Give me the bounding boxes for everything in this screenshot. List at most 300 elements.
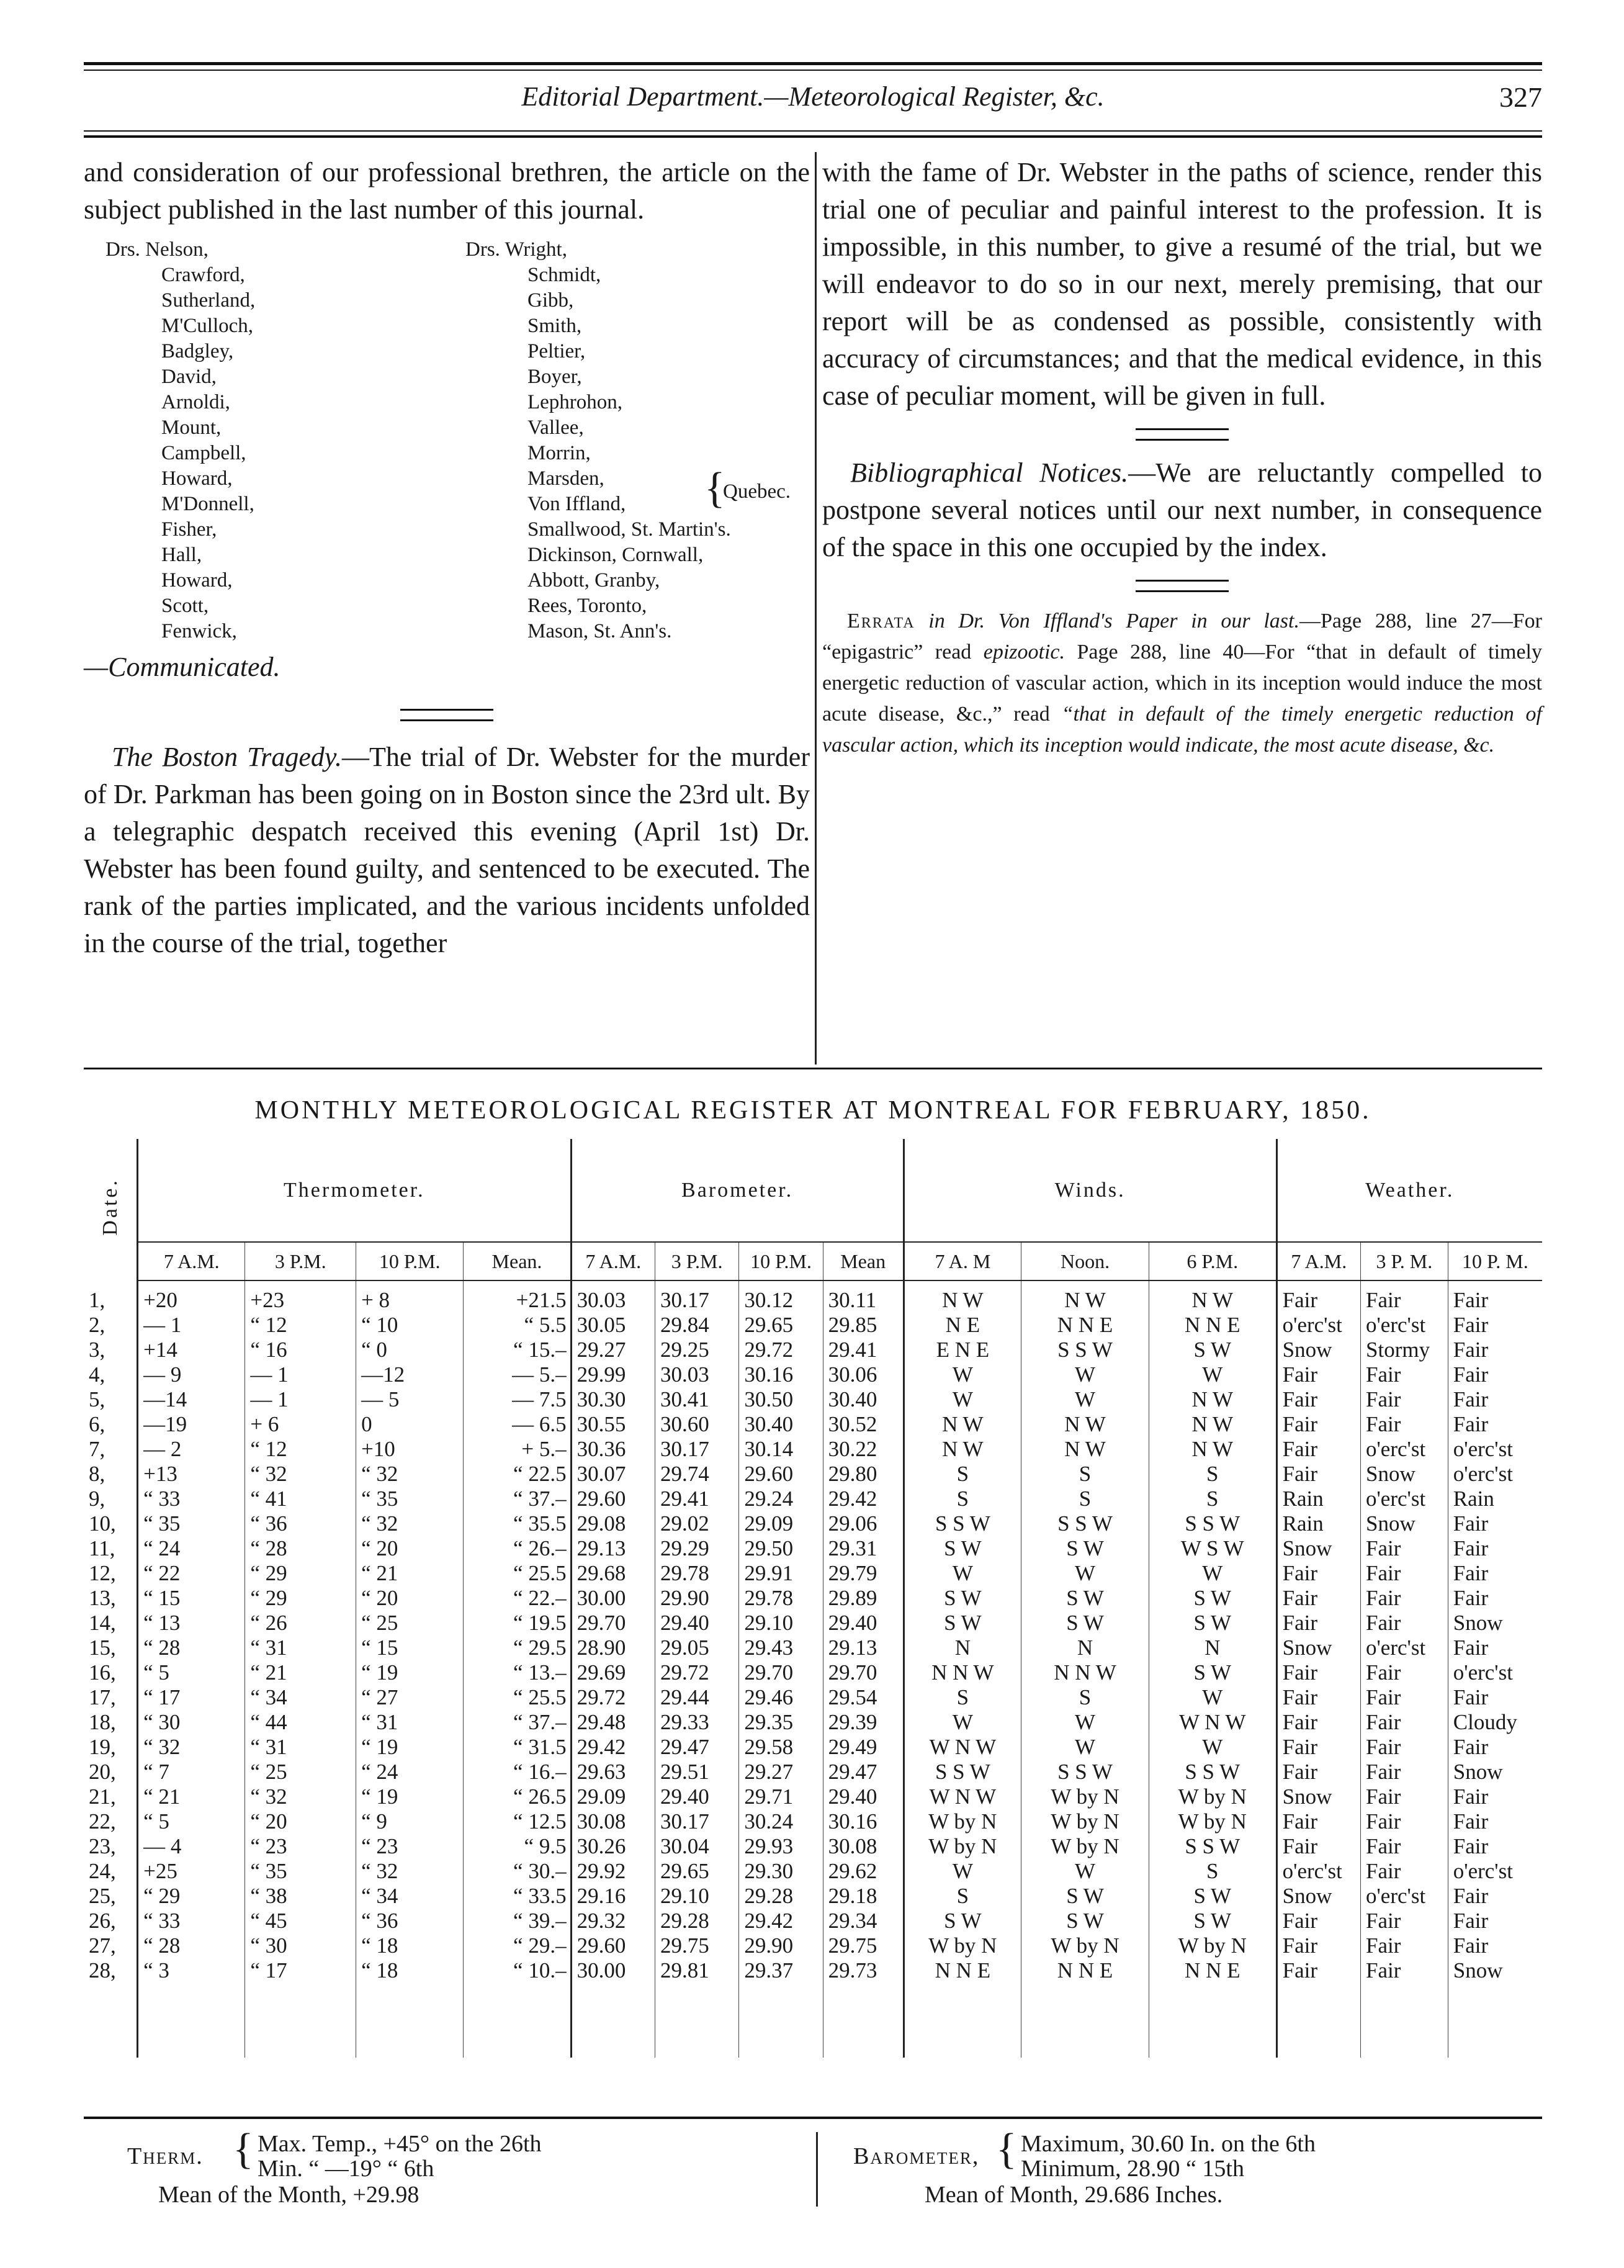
baro-7am-cell: 29.92 <box>571 1859 655 1884</box>
weather-3pm-cell: Snow <box>1361 1511 1448 1536</box>
baro-7am-cell: 29.09 <box>571 1784 655 1809</box>
wind-noon-cell: N N W <box>1021 1660 1149 1685</box>
page-number: 327 <box>1499 81 1542 113</box>
baro-label: Barometer, <box>853 2143 980 2169</box>
date-cell: 15, <box>89 1636 116 1660</box>
errata-label: Errata <box>847 610 915 632</box>
thermo-10pm-cell: “ 18 <box>356 1933 464 1958</box>
weather-7am-cell: Fair <box>1276 1909 1360 1933</box>
signatory: Mount, <box>161 416 222 439</box>
running-head <box>84 81 1542 124</box>
thermo-7am-cell: — 4 <box>138 1834 245 1859</box>
date-cell: 16, <box>89 1660 116 1685</box>
wind-noon-cell: W by N <box>1021 1784 1149 1809</box>
wind-7am-cell: S <box>904 1487 1021 1511</box>
wind-noon-cell: W by N <box>1021 1809 1149 1834</box>
thermo-10pm-cell: “ 25 <box>356 1611 464 1636</box>
table-row <box>84 1536 1542 1561</box>
weather-7am-cell: Fair <box>1276 1586 1360 1611</box>
thermo-mean-cell: “ 30.– <box>464 1859 571 1884</box>
wind-7am-cell: W by N <box>904 1809 1021 1834</box>
wind-noon-cell: W <box>1021 1859 1149 1884</box>
thermo-3pm-cell: “ 20 <box>245 1809 356 1834</box>
register-body <box>84 1280 1542 2058</box>
section-divider <box>1136 428 1229 441</box>
baro-10pm-cell: 29.65 <box>739 1313 823 1338</box>
baro-mean-cell: 29.49 <box>823 1735 904 1760</box>
table-row <box>84 1338 1542 1362</box>
baro-mean-cell: 29.54 <box>823 1685 904 1710</box>
wind-6pm-cell: N <box>1149 1636 1276 1660</box>
date-cell: 19, <box>89 1735 116 1759</box>
weather-10pm-cell: Fair <box>1448 1933 1542 1958</box>
weather-10pm-cell: Fair <box>1448 1909 1542 1933</box>
thermo-3pm-cell: — 1 <box>245 1387 356 1412</box>
thermo-3pm-cell: “ 44 <box>245 1710 356 1735</box>
intro-paragraph: and consideration of our professional brethren, the article on the subject published in the last number of this journal. <box>84 157 810 225</box>
weather-10pm-cell: Fair <box>1448 1884 1542 1909</box>
signatory: Drs. Wright, <box>465 238 567 261</box>
baro-3pm-cell: 29.81 <box>655 1958 738 1983</box>
wind-noon-cell: W <box>1021 1362 1149 1387</box>
thermo-3pm-cell: “ 32 <box>245 1462 356 1487</box>
thermo-3pm-cell: “ 16 <box>245 1338 356 1362</box>
baro-3pm-cell: 29.84 <box>655 1313 738 1338</box>
baro-10pm-cell: 29.43 <box>739 1636 823 1660</box>
date-cell: 12, <box>89 1561 116 1585</box>
baro-mean-cell: 29.06 <box>823 1511 904 1536</box>
signatory: Arnoldi, <box>161 391 230 413</box>
thermo-7am-cell: “ 33 <box>138 1487 245 1511</box>
signatory: M'Donnell, <box>161 493 254 515</box>
signatories <box>84 237 810 706</box>
baro-mean-cell: 29.70 <box>823 1660 904 1685</box>
weather-7am-cell: Fair <box>1276 1561 1360 1586</box>
date-cell: 7, <box>89 1437 105 1461</box>
wind-noon-cell: N W <box>1021 1437 1149 1462</box>
weather-10pm-cell: o'erc'st <box>1448 1462 1542 1487</box>
thermo-7am-cell: —14 <box>138 1387 245 1412</box>
table-row <box>84 1834 1542 1859</box>
weather-3pm-cell: Fair <box>1361 1611 1448 1636</box>
thermo-3pm-cell: — 1 <box>245 1362 356 1387</box>
winds-6pm-header: 6 P.M. <box>1149 1242 1276 1280</box>
signatory: Schmidt, <box>527 264 601 286</box>
weather-3pm-cell: Fair <box>1361 1685 1448 1710</box>
thermo-mean-cell: “ 35.5 <box>464 1511 571 1536</box>
thermo-10pm-cell: “ 23 <box>356 1834 464 1859</box>
thermo-mean-cell: “ 29.5 <box>464 1636 571 1660</box>
spacer-cell <box>1361 1983 1448 2058</box>
thermo-mean-cell: +21.5 <box>464 1280 571 1313</box>
weather-10pm-cell: Fair <box>1448 1362 1542 1387</box>
thermo-mean-cell: “ 12.5 <box>464 1809 571 1834</box>
baro-7am-cell: 30.08 <box>571 1809 655 1834</box>
signatory: Scott, <box>161 595 209 617</box>
thermo-10pm-cell: “ 36 <box>356 1909 464 1933</box>
weather-10pm-cell: Fair <box>1448 1809 1542 1834</box>
thermo-3pm-cell: “ 31 <box>245 1636 356 1660</box>
wind-6pm-cell: N W <box>1149 1280 1276 1313</box>
signatory: Gibb, <box>527 289 574 312</box>
thermo-7am-cell: “ 5 <box>138 1809 245 1834</box>
baro-7am-cell: 29.69 <box>571 1660 655 1685</box>
thermo-mean-cell: “ 31.5 <box>464 1735 571 1760</box>
weather-10pm-cell: o'erc'st <box>1448 1437 1542 1462</box>
wind-noon-cell: S S W <box>1021 1511 1149 1536</box>
baro-10pm-cell: 29.78 <box>739 1586 823 1611</box>
weather-3pm-cell: Fair <box>1361 1387 1448 1412</box>
baro-3pm-cell: 29.33 <box>655 1710 738 1735</box>
table-row <box>84 1859 1542 1884</box>
thermo-3pm-cell: “ 23 <box>245 1834 356 1859</box>
date-cell: 13, <box>89 1586 116 1610</box>
weather-7am-cell: Fair <box>1276 1685 1360 1710</box>
table-row <box>84 1511 1542 1536</box>
baro-mean-cell: 29.34 <box>823 1909 904 1933</box>
table-row <box>84 1884 1542 1909</box>
thermo-mean-cell: “ 37.– <box>464 1710 571 1735</box>
table-row <box>84 1636 1542 1660</box>
weather-10pm-cell: Rain <box>1448 1487 1542 1511</box>
therm-min: Min. “ —19° “ 6th <box>258 2156 434 2182</box>
signatory: Lephrohon, <box>527 391 623 413</box>
date-cell: 3, <box>89 1338 105 1362</box>
thermo-3pm-cell: “ 36 <box>245 1511 356 1536</box>
table-row <box>84 1437 1542 1462</box>
baro-10pm-cell: 29.60 <box>739 1462 823 1487</box>
baro-10pm-cell: 29.37 <box>739 1958 823 1983</box>
wind-6pm-cell: N N E <box>1149 1313 1276 1338</box>
wind-6pm-cell: W by N <box>1149 1809 1276 1834</box>
signatory: Howard, <box>161 569 233 592</box>
weather-3pm-cell: o'erc'st <box>1361 1313 1448 1338</box>
baro-brace: { <box>996 2125 1017 2173</box>
baro-mean-cell: 30.11 <box>823 1280 904 1313</box>
baro-mean-cell: 30.08 <box>823 1834 904 1859</box>
baro-7am-cell: 30.05 <box>571 1313 655 1338</box>
weather-7am-cell: Fair <box>1276 1437 1360 1462</box>
baro-3pm-cell: 29.10 <box>655 1884 738 1909</box>
thermo-7am-cell: “ 7 <box>138 1760 245 1784</box>
summary-divider <box>816 2132 818 2207</box>
date-cell: 20, <box>89 1760 116 1784</box>
baro-mean-cell: 29.13 <box>823 1636 904 1660</box>
thermo-7am-cell: “ 29 <box>138 1884 245 1909</box>
weather-3pm-cell: Fair <box>1361 1834 1448 1859</box>
thermo-3pm-cell: “ 28 <box>245 1536 356 1561</box>
baro-mean-cell: 29.47 <box>823 1760 904 1784</box>
baro-3pm-cell: 30.60 <box>655 1412 738 1437</box>
wind-6pm-cell: N W <box>1149 1437 1276 1462</box>
wind-7am-cell: N N W <box>904 1660 1021 1685</box>
thermo-10pm-cell: —12 <box>356 1362 464 1387</box>
baro-3pm-cell: 29.25 <box>655 1338 738 1362</box>
baro-mean-cell: 29.40 <box>823 1611 904 1636</box>
baro-3pm-cell: 29.44 <box>655 1685 738 1710</box>
weather-10pm-cell: Fair <box>1448 1338 1542 1362</box>
wind-6pm-cell: N W <box>1149 1412 1276 1437</box>
baro-7am-cell: 30.36 <box>571 1437 655 1462</box>
table-row <box>84 1660 1542 1685</box>
date-cell: 14, <box>89 1611 116 1635</box>
baro-mean-cell: 29.75 <box>823 1933 904 1958</box>
baro-mean-cell: 30.52 <box>823 1412 904 1437</box>
wind-noon-cell: S W <box>1021 1909 1149 1933</box>
register-top-rule <box>84 1068 1542 1069</box>
wind-6pm-cell: S W <box>1149 1611 1276 1636</box>
date-cell: 21, <box>89 1784 116 1809</box>
date-cell: 11, <box>89 1536 115 1560</box>
wind-7am-cell: N W <box>904 1437 1021 1462</box>
wind-7am-cell: E N E <box>904 1338 1021 1362</box>
weather-7am-cell: Snow <box>1276 1784 1360 1809</box>
baro-7am-cell: 29.60 <box>571 1487 655 1511</box>
baro-7am-cell: 29.32 <box>571 1909 655 1933</box>
wind-7am-cell: S <box>904 1685 1021 1710</box>
baro-7am-cell: 29.48 <box>571 1710 655 1735</box>
quebec-label: Quebec. <box>723 480 791 503</box>
weather-3pm-cell: Stormy <box>1361 1338 1448 1362</box>
wind-noon-cell: N N E <box>1021 1958 1149 1983</box>
thermo-3pm-cell: “ 32 <box>245 1784 356 1809</box>
table-row <box>84 1958 1542 1983</box>
baro-7am-cell: 29.70 <box>571 1611 655 1636</box>
winds-noon-header: Noon. <box>1021 1242 1149 1280</box>
baro-7am-cell: 29.63 <box>571 1760 655 1784</box>
baro-10pm-cell: 30.16 <box>739 1362 823 1387</box>
table-row <box>84 1685 1542 1710</box>
thermo-mean-cell: “ 5.5 <box>464 1313 571 1338</box>
weather-3pm-cell: o'erc'st <box>1361 1884 1448 1909</box>
wind-6pm-cell: W by N <box>1149 1933 1276 1958</box>
thermo-7am-cell: “ 35 <box>138 1511 245 1536</box>
baro-3pm-cell: 29.72 <box>655 1660 738 1685</box>
weather-10pm-cell: Fair <box>1448 1735 1542 1760</box>
wind-noon-cell: N W <box>1021 1280 1149 1313</box>
wind-6pm-cell: N W <box>1149 1387 1276 1412</box>
thermo-3pm-cell: “ 31 <box>245 1735 356 1760</box>
therm-mean: Mean of the Month, +29.98 <box>158 2182 419 2208</box>
signatory: Fenwick, <box>161 620 237 642</box>
weather-3pm-cell: o'erc'st <box>1361 1487 1448 1511</box>
weather-7am-cell: o'erc'st <box>1276 1859 1360 1884</box>
thermo-3pm-header: 3 P.M. <box>245 1242 356 1280</box>
thermo-mean-cell: “ 26.– <box>464 1536 571 1561</box>
baro-10pm-cell: 29.72 <box>739 1338 823 1362</box>
weather-10pm-cell: Fair <box>1448 1834 1542 1859</box>
wind-noon-cell: S S W <box>1021 1760 1149 1784</box>
table-row <box>84 1710 1542 1735</box>
signatory: Hall, <box>161 544 202 566</box>
date-cell: 22, <box>89 1809 116 1834</box>
running-title: Editorial Department.—Meteorological Register, &c. <box>521 81 1105 112</box>
wind-7am-cell: W by N <box>904 1933 1021 1958</box>
baro-7am-cell: 30.00 <box>571 1586 655 1611</box>
signatory: Dickinson, Cornwall, <box>527 544 704 566</box>
wind-7am-cell: S W <box>904 1611 1021 1636</box>
wind-6pm-cell: W N W <box>1149 1710 1276 1735</box>
boston-text: —The trial of Dr. Webster for the murder of Dr. Parkman has been going on in Boston since the 23rd ult. By a telegraphic despatch received this evening (April 1st) Dr. Webster has been found guilty, and sentenced to be executed. The rank of the parties implicated, and the various incidents unfolded in the course of the trial, together <box>84 742 810 958</box>
weather-10pm-cell: o'erc'st <box>1448 1660 1542 1685</box>
thermo-3pm-cell: “ 17 <box>245 1958 356 1983</box>
wind-6pm-cell: W <box>1149 1735 1276 1760</box>
thermo-10pm-cell: “ 20 <box>356 1536 464 1561</box>
table-row <box>84 1280 1542 1313</box>
thermo-7am-cell: — 1 <box>138 1313 245 1338</box>
baro-mean-cell: 30.40 <box>823 1387 904 1412</box>
baro-10pm-cell: 30.24 <box>739 1809 823 1834</box>
weather-7am-cell: Fair <box>1276 1735 1360 1760</box>
signatory: Abbott, Granby, <box>527 569 660 592</box>
baro-3pm-cell: 29.29 <box>655 1536 738 1561</box>
table-row <box>84 1909 1542 1933</box>
baro-10pm-cell: 30.40 <box>739 1412 823 1437</box>
baro-mean-cell: 29.73 <box>823 1958 904 1983</box>
thermo-7am-cell: — 2 <box>138 1437 245 1462</box>
thermo-10pm-cell: “ 20 <box>356 1586 464 1611</box>
baro-mean-cell: 29.79 <box>823 1561 904 1586</box>
signatory: Rees, Toronto, <box>527 595 647 617</box>
wind-6pm-cell: W <box>1149 1362 1276 1387</box>
spacer-cell <box>571 1983 655 2058</box>
wind-noon-cell: S <box>1021 1462 1149 1487</box>
winds-7am-header: 7 A. M <box>904 1242 1021 1280</box>
baro-7am-cell: 30.00 <box>571 1958 655 1983</box>
thermometer-header: Thermometer. <box>138 1139 571 1242</box>
header-rule <box>84 130 1542 132</box>
baro-3pm-cell: 29.78 <box>655 1561 738 1586</box>
wind-7am-cell: W N W <box>904 1735 1021 1760</box>
thermo-7am-cell: “ 15 <box>138 1586 245 1611</box>
weather-7am-cell: Rain <box>1276 1511 1360 1536</box>
signatory: Morrin, <box>527 442 591 464</box>
wind-6pm-cell: S <box>1149 1859 1276 1884</box>
errata-ref: in Dr. Von Iffland's Paper in our last. <box>928 610 1299 632</box>
thermo-10pm-cell: — 5 <box>356 1387 464 1412</box>
weather-10pm-cell: Snow <box>1448 1958 1542 1983</box>
wind-6pm-cell: N N E <box>1149 1958 1276 1983</box>
weather-7am-cell: Fair <box>1276 1280 1360 1313</box>
wind-noon-cell: S <box>1021 1685 1149 1710</box>
baro-10pm-cell: 29.10 <box>739 1611 823 1636</box>
baro-10pm-cell: 29.71 <box>739 1784 823 1809</box>
wind-noon-cell: W by N <box>1021 1834 1149 1859</box>
thermo-7am-header: 7 A.M. <box>138 1242 245 1280</box>
weather-10pm-cell: Fair <box>1448 1536 1542 1561</box>
weather-7am-cell: Snow <box>1276 1636 1360 1660</box>
weather-7am-cell: o'erc'st <box>1276 1313 1360 1338</box>
thermo-7am-cell: “ 32 <box>138 1735 245 1760</box>
weather-7am-cell: Fair <box>1276 1412 1360 1437</box>
header-rule-thick <box>84 135 1542 138</box>
baro-max: Maximum, 30.60 In. on the 6th <box>1021 2131 1316 2157</box>
table-row <box>84 1313 1542 1338</box>
baro-7am-header: 7 A.M. <box>571 1242 655 1280</box>
date-cell: 25, <box>89 1884 116 1908</box>
wind-6pm-cell: W <box>1149 1561 1276 1586</box>
table-row <box>84 1611 1542 1636</box>
wind-noon-cell: W <box>1021 1387 1149 1412</box>
wind-noon-cell: N <box>1021 1636 1149 1660</box>
baro-10pm-cell: 29.30 <box>739 1859 823 1884</box>
weather-10pm-cell: Fair <box>1448 1685 1542 1710</box>
spacer-cell <box>138 1983 245 2058</box>
weather-7am-cell: Fair <box>1276 1834 1360 1859</box>
thermo-7am-cell: +14 <box>138 1338 245 1362</box>
thermo-10pm-cell: “ 21 <box>356 1561 464 1586</box>
wind-6pm-cell: S S W <box>1149 1760 1276 1784</box>
wind-noon-cell: N N E <box>1021 1313 1149 1338</box>
thermo-mean-cell: “ 26.5 <box>464 1784 571 1809</box>
spacer-cell <box>245 1983 356 2058</box>
thermo-10pm-cell: “ 24 <box>356 1760 464 1784</box>
weather-3pm-cell: Fair <box>1361 1909 1448 1933</box>
thermo-10pm-cell: “ 32 <box>356 1511 464 1536</box>
wind-7am-cell: S <box>904 1462 1021 1487</box>
spacer-cell <box>356 1983 464 2058</box>
wind-noon-cell: S W <box>1021 1586 1149 1611</box>
table-row <box>84 1561 1542 1586</box>
wind-6pm-cell: S W <box>1149 1909 1276 1933</box>
spacer-cell <box>655 1983 738 2058</box>
wind-6pm-cell: W by N <box>1149 1784 1276 1809</box>
table-spacer-row <box>84 1983 1542 2058</box>
wind-7am-cell: W by N <box>904 1834 1021 1859</box>
weather-7am-cell: Snow <box>1276 1536 1360 1561</box>
weather-3pm-cell: Fair <box>1361 1660 1448 1685</box>
thermo-mean-cell: — 6.5 <box>464 1412 571 1437</box>
thermo-mean-cell: “ 19.5 <box>464 1611 571 1636</box>
baro-3pm-cell: 30.17 <box>655 1280 738 1313</box>
thermo-7am-cell: — 9 <box>138 1362 245 1387</box>
date-cell: 1, <box>89 1288 105 1312</box>
baro-7am-cell: 30.26 <box>571 1834 655 1859</box>
signatory: Fisher, <box>161 518 217 541</box>
signatory: Drs. Nelson, <box>105 238 209 261</box>
thermo-10pm-cell: “ 19 <box>356 1784 464 1809</box>
thermo-7am-cell: +13 <box>138 1462 245 1487</box>
wind-6pm-cell: W S W <box>1149 1536 1276 1561</box>
wind-7am-cell: N W <box>904 1280 1021 1313</box>
wind-7am-cell: S W <box>904 1586 1021 1611</box>
signatories-col1 <box>105 237 255 644</box>
weather-3pm-cell: o'erc'st <box>1361 1636 1448 1660</box>
weather-10pm-cell: Cloudy <box>1448 1710 1542 1735</box>
baro-10pm-cell: 30.12 <box>739 1280 823 1313</box>
weather-3pm-cell: Fair <box>1361 1933 1448 1958</box>
thermo-10pm-cell: “ 34 <box>356 1884 464 1909</box>
wind-noon-cell: S W <box>1021 1611 1149 1636</box>
top-rule <box>84 62 1542 65</box>
weather-3pm-cell: Fair <box>1361 1280 1448 1313</box>
weather-7am-cell: Fair <box>1276 1809 1360 1834</box>
signatory: M'Culloch, <box>161 315 254 337</box>
weather-3pm-cell: o'erc'st <box>1361 1437 1448 1462</box>
baro-3pm-cell: 30.17 <box>655 1437 738 1462</box>
right-column <box>822 154 1542 761</box>
quebec-brace: { <box>704 464 725 512</box>
wind-7am-cell: S S W <box>904 1511 1021 1536</box>
wind-6pm-cell: S W <box>1149 1884 1276 1909</box>
weather-10pm-cell: Fair <box>1448 1636 1542 1660</box>
weather-10pm-cell: Fair <box>1448 1511 1542 1536</box>
register-group-header <box>84 1139 1542 1242</box>
wind-noon-cell: S <box>1021 1487 1149 1511</box>
weather-7am-cell: Fair <box>1276 1958 1360 1983</box>
weather-10pm-cell: Fair <box>1448 1387 1542 1412</box>
wind-noon-cell: W <box>1021 1561 1149 1586</box>
